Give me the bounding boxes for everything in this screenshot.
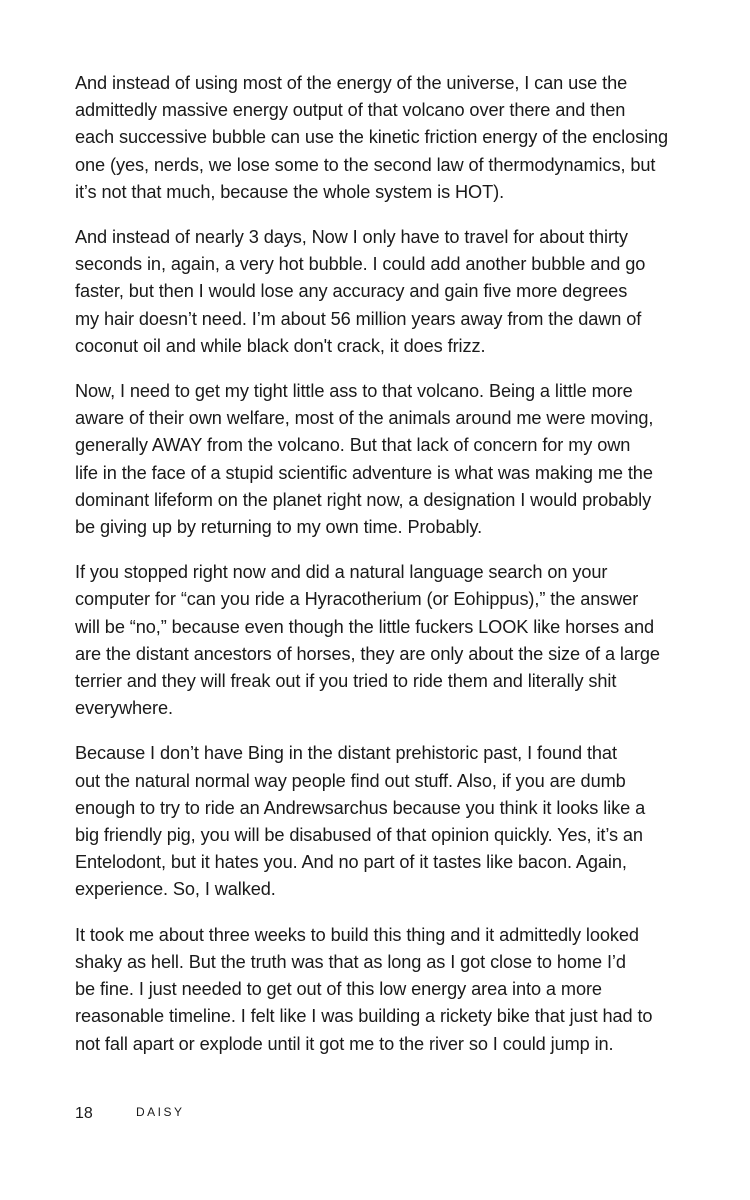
text-line: will be “no,” because even though the little fuckers LOOK like horses and [75, 616, 655, 637]
paragraph-3 [75, 378, 680, 541]
text-line: Now, I need to get my tight little ass to that volcano. Being a little more [75, 381, 633, 402]
page-footer [75, 1103, 675, 1127]
page-number: 18 [75, 1105, 93, 1122]
page-body [75, 70, 680, 1076]
text-line: life in the face of a stupid scientific adventure is what was making me the [75, 462, 653, 483]
text-line: not fall apart or explode until it got me to the river so I could jump in. [75, 1033, 614, 1054]
text-line: shaky as hell. But the truth was that as long as I got close to home I’d [75, 951, 626, 972]
text-line: coconut oil and while black don't crack, it does frizz. [75, 335, 486, 356]
text-line: each successive bubble can use the kinetic friction energy of the enclosing [75, 127, 669, 148]
text-line: be fine. I just needed to get out of this low energy area into a more [75, 979, 602, 1000]
text-line: Entelodont, but it hates you. And no part of it tastes like bacon. Again, [75, 852, 627, 873]
paragraph-1 [75, 70, 680, 206]
text-line: my hair doesn’t need. I’m about 56 million years away from the dawn of [75, 308, 642, 329]
text-line: everywhere. [75, 698, 173, 719]
text-line: one (yes, nerds, we lose some to the second law of thermodynamics, but [75, 154, 656, 175]
text-line: If you stopped right now and did a natural language search on your [75, 562, 608, 583]
text-line: generally AWAY from the volcano. But that lack of concern for my own [75, 435, 631, 456]
text-line: admittedly massive energy output of that volcano over there and then [75, 100, 626, 121]
text-line: are the distant ancestors of horses, they are only about the size of a large [75, 643, 660, 664]
text-line: faster, but then I would lose any accuracy and gain five more degrees [75, 281, 628, 302]
text-line: Because I don’t have Bing in the distant prehistoric past, I found that [75, 743, 617, 764]
text-line: It took me about three weeks to build this thing and it admittedly looked [75, 924, 639, 945]
running-head: DAISY [136, 1105, 185, 1119]
text-line: be giving up by returning to my own time. Probably. [75, 517, 483, 538]
paragraph-4 [75, 559, 680, 722]
text-line: And instead of nearly 3 days, Now I only have to travel for about thirty [75, 227, 628, 248]
paragraph-2 [75, 224, 680, 360]
text-line: And instead of using most of the energy of the universe, I can use the [75, 73, 628, 93]
text-line: experience. So, I walked. [75, 879, 276, 900]
text-line: big friendly pig, you will be disabused of that opinion quickly. Yes, it’s an [75, 825, 643, 846]
paragraph-6 [75, 922, 680, 1058]
text-line: enough to try to ride an Andrewsarchus because you think it looks like a [75, 797, 646, 818]
text-line: dominant lifeform on the planet right now, a designation I would probably [75, 489, 652, 510]
text-line: out the natural normal way people find out stuff. Also, if you are dumb [75, 770, 626, 791]
text-line: seconds in, again, a very hot bubble. I could add another bubble and go [75, 254, 646, 275]
text-line: reasonable timeline. I felt like I was building a rickety bike that just had to [75, 1006, 653, 1027]
text-line: aware of their own welfare, most of the animals around me were moving, [75, 408, 654, 429]
paragraph-5 [75, 740, 680, 903]
text-line: it’s not that much, because the whole system is HOT). [75, 181, 505, 202]
text-line: terrier and they will freak out if you tried to ride them and literally shit [75, 671, 617, 692]
text-line: computer for “can you ride a Hyracotherium (or Eohippus),” the answer [75, 589, 639, 610]
